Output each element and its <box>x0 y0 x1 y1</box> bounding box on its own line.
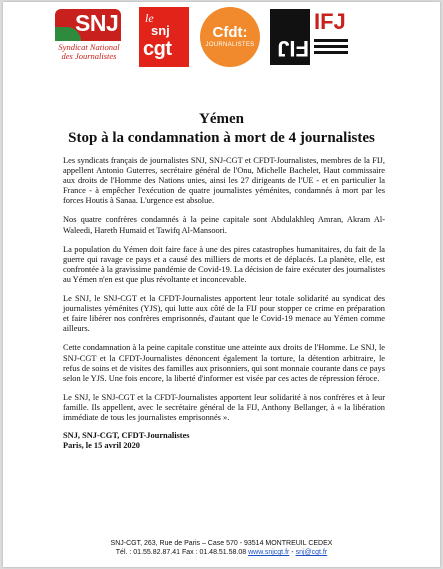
logo-bar <box>45 7 425 69</box>
paragraph: Le SNJ, le SNJ-CGT et la CFDT-Journalistes apportent leur solidarité à nos confrères et à leur famille. Ils appellent, avec le secrétaire général de la FIJ, Anthony Bellanger, à « la libération immédiate de tous les journalistes emprisonnés ». <box>63 392 385 422</box>
paragraph: Le SNJ, le SNJ-CGT et la CFDT-Journalistes apportent leur totale solidarité au syndicat des journalistes yéménites (YJS), qui lutte aux côté de la FIJ pour stopper ce crime en préparation et faire libérer nos confrères emprisonnés, d'autant que le Covid-19 menace au Yémen comme ailleurs. <box>63 294 385 334</box>
footer-address: SNJ-CGT, 263, Rue de Paris – Case 570 - 93514 MONTREUIL CEDEX <box>110 540 333 547</box>
document-body <box>63 156 385 451</box>
snj-logo-subtitle: Syndicat National des Journalistes <box>58 42 120 61</box>
ifj-stripes-icon <box>314 39 348 63</box>
signatories: SNJ, SNJ-CGT, CFDT-Journalistes <box>63 431 190 441</box>
email-link[interactable]: snj@cgt.fr <box>295 549 328 556</box>
snj-logo-wordmark: SNJ <box>75 10 119 36</box>
paragraph: Les syndicats français de journalistes SNJ, SNJ-CGT et CFDT-Journalistes, membres de la FIJ, appellent Antonio Guterres, secrétaire général de l'Onu, Michelle Bachelet, Haut commissaire aux droits de l'Homme des Nations unies, ainsi les 27 dirigeants de l'UE - et en particulier la France - à empêcher l'exécution de quatre journalistes yéménites, condamnés à mort par les forces Houtis à Sanaa. L'urgence est absolue. <box>63 156 385 206</box>
footer <box>3 539 440 557</box>
title-headline: Stop à la condamnation à mort de 4 journalistes <box>68 130 375 146</box>
paragraph: Nos quatre confrères condamnés à la peine capitale sont Abdulakhleq Amran, Akram Al-Waleedi, Hareth Humaid et Tawifq Al-Mansoori. <box>63 215 385 235</box>
footer-contact: Tél. : 01.55.82.87.41 Fax : 01.48.51.58.08 www.snjcgt.fr - snj@cgt.fr <box>115 549 328 556</box>
title-country: Yémen <box>199 111 244 127</box>
cfdt-journalistes-logo: Cfdt: JOURNALISTES <box>200 7 260 67</box>
ifj-fij-logo: FIJ IFJ <box>270 7 350 67</box>
signature-block <box>63 431 385 451</box>
document-title <box>3 110 440 148</box>
paragraph: Cette condamnation à la peine capitale constitue une atteinte aux droits de l'Homme. Le SNJ, le SNJ-CGT et la CFDT-Journalistes dénoncent également la torture, la détention arbitraire, le refus de soins et de visites des familles aux prisonniers, qui sont monnaie courante dans ce pays selon le YJS. Une fois encore, la liberté d'informer est visée par ces actes de répression féroce. <box>63 343 385 383</box>
snj-cgt-logo: le snj cgt <box>139 7 189 67</box>
press-release-page <box>3 2 440 567</box>
website-link[interactable]: www.snjcgt.fr <box>248 549 290 556</box>
paragraph: La population du Yémen doit faire face à une des pires catastrophes humanitaires, du fait de la guerre qui ravage ce pays et a causé des milliers de morts et de déplacés. La planète, elle, est confrontée à la gravissime pandémie de Covid-19. La décision de faire exécuter des journalistes au Yémen n'en est que plus révoltante et inconcevable. <box>63 244 385 284</box>
snj-logo <box>45 7 129 67</box>
place-date: Paris, le 15 avril 2020 <box>63 441 140 451</box>
